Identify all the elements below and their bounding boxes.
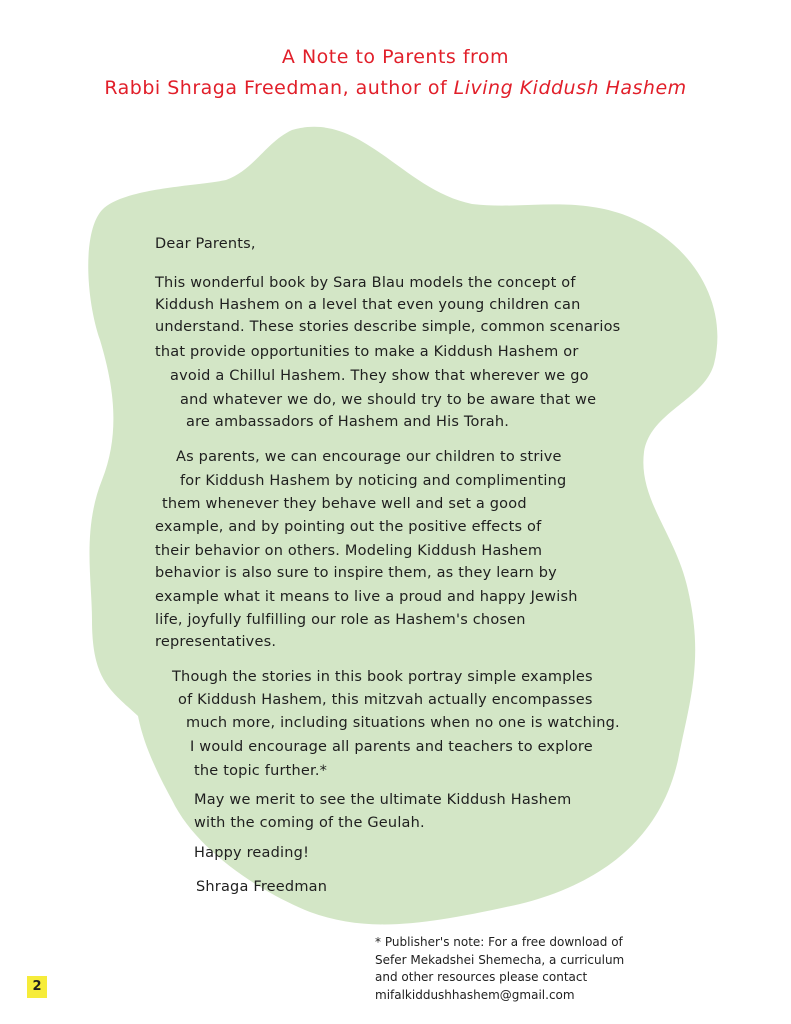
letter-closing: Happy reading!: [194, 845, 310, 861]
p3-line-4: I would encourage all parents and teachers to explore: [190, 739, 593, 755]
p2-line-6: behavior is also sure to inspire them, as they learn by: [155, 565, 557, 581]
p1-line-3: understand. These stories describe simple, common scenarios: [155, 319, 621, 335]
footnote-line-2: Sefer Mekadshei Shemecha, a curriculum: [375, 952, 625, 967]
p3-line-2: of Kiddush Hashem, this mitzvah actually encompasses: [178, 692, 593, 708]
p3-line-5: the topic further.*: [194, 763, 328, 779]
footnote-line-1: * Publisher's note: For a free download of: [375, 935, 623, 949]
title-line-1: A Note to Parents from: [281, 46, 510, 68]
p4-line-2: with the coming of the Geulah.: [194, 815, 425, 831]
p1-line-1: This wonderful book by Sara Blau models the concept of: [155, 275, 576, 291]
footnote-line-3: and other resources please contact: [375, 970, 588, 984]
page-number-badge: 2: [27, 976, 47, 998]
letter-signature: Shraga Freedman: [196, 879, 328, 895]
p2-line-5: their behavior on others. Modeling Kiddush Hashem: [155, 543, 543, 559]
p2-line-7: example what it means to live a proud and happy Jewish: [155, 589, 578, 605]
p1-line-2: Kiddush Hashem on a level that even young children can: [155, 297, 581, 313]
p4-line-1: May we merit to see the ultimate Kiddush Hashem: [194, 792, 572, 808]
book-title: Living Kiddush Hashem: [453, 77, 687, 99]
title-line-2-prefix: Rabbi Shraga Freedman, author of: [104, 77, 454, 99]
letter-greeting: Dear Parents,: [155, 236, 256, 252]
p3-line-3: much more, including situations when no one is watching.: [186, 715, 620, 731]
p2-line-4: example, and by pointing out the positive effects of: [155, 519, 542, 535]
p1-line-7: are ambassadors of Hashem and His Torah.: [186, 414, 510, 430]
publisher-footnote: [375, 934, 695, 1004]
p1-line-6: and whatever we do, we should try to be aware that we: [180, 392, 597, 408]
p1-line-4: that provide opportunities to make a Kiddush Hashem or: [155, 344, 579, 360]
p2-line-8: life, joyfully fulfilling our role as Hashem's chosen: [155, 612, 526, 628]
footnote-email[interactable]: mifalkiddushhashem@gmail.com: [375, 987, 575, 1002]
p2-line-3: them whenever they behave well and set a good: [162, 496, 527, 512]
p2-line-9: representatives.: [155, 634, 277, 650]
p1-line-5: avoid a Chillul Hashem. They show that wherever we go: [170, 368, 589, 384]
p3-line-1: Though the stories in this book portray simple examples: [172, 669, 593, 685]
p2-line-2: for Kiddush Hashem by noticing and complimenting: [180, 473, 567, 489]
p2-line-1: As parents, we can encourage our children to strive: [176, 449, 562, 465]
